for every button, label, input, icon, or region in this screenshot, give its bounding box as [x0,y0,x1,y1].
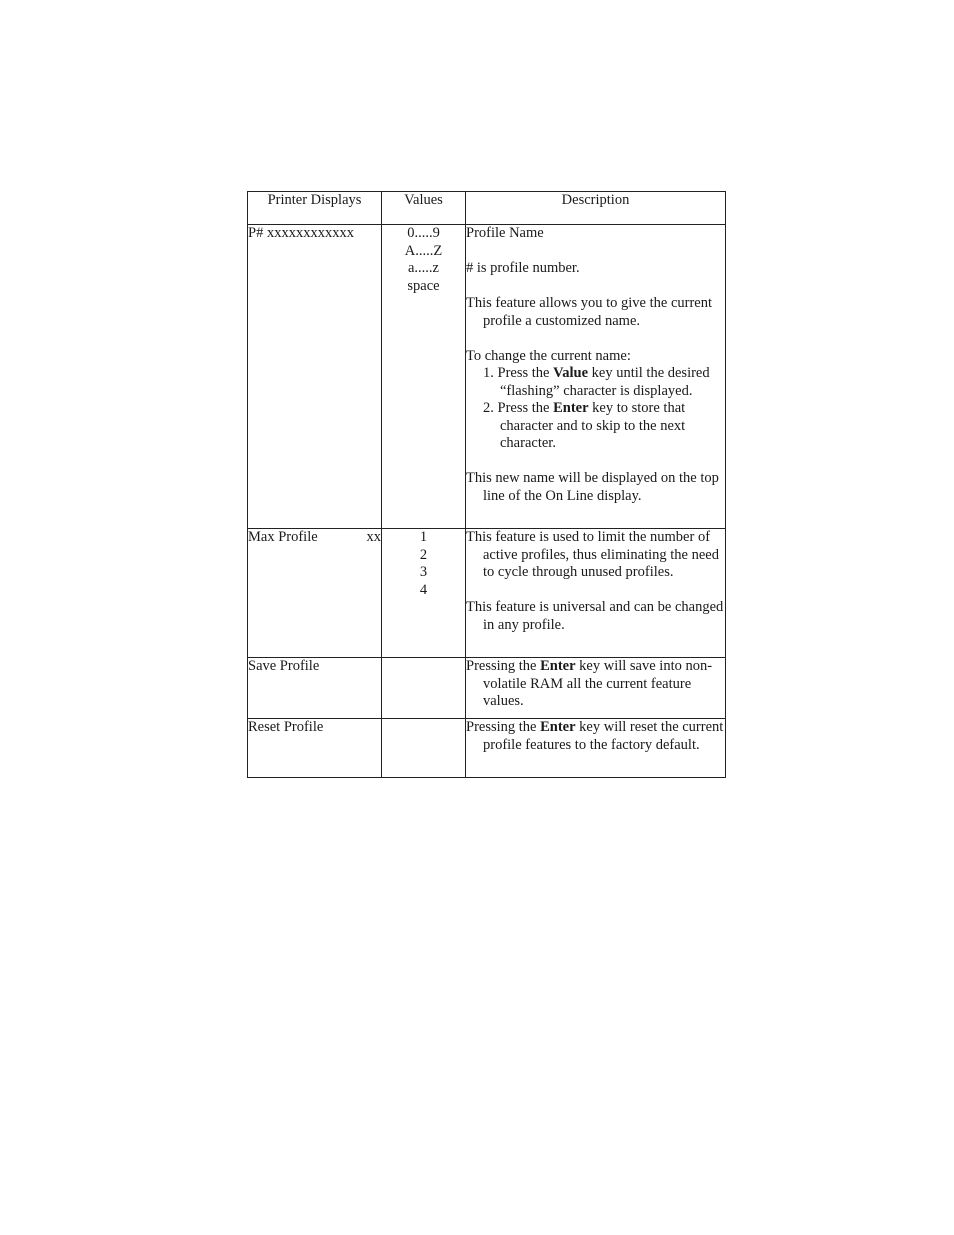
value-item: space [407,277,440,294]
value-item: 3 [419,564,428,580]
step-1-post: key until the desired “flashing” character is displayed. [500,365,710,399]
description-cell [466,529,726,658]
table-row-max-profile [248,529,726,658]
desc-change: To change the current name: [466,347,631,364]
header-description: Description [466,192,726,225]
description-cell [466,719,726,778]
step-1-pre: 1. Press the [483,365,554,381]
display-cell [248,658,382,719]
desc-post: key will save into non-volatile RAM all the current feature values. [483,658,713,709]
desc-save [466,658,725,711]
desc-universal: This feature is universal and can be changed in any profile. [466,599,724,633]
table-header-row [248,192,726,225]
profile-features-table [247,191,726,778]
display-text: Save Profile [248,658,320,674]
table-row-save-profile [248,658,726,719]
values-cell [382,225,466,529]
description-cell [466,225,726,529]
value-item: 4 [419,581,428,598]
enter-key-label: Enter [553,400,589,416]
enter-key-label: Enter [540,658,576,674]
display-cell [248,225,382,529]
header-values: Values [382,192,466,225]
value-item: 2 [419,546,428,563]
value-key-label: Value [553,365,589,381]
values-cell [382,719,466,778]
desc-number: # is profile number. [466,260,580,276]
display-text: P# xxxxxxxxxxxx [248,225,354,241]
desc-new-name: This new name will be displayed on the top line of the On Line display. [466,470,719,504]
desc-pre: Pressing the [466,658,541,674]
step-2 [466,400,725,453]
steps-list [466,365,725,453]
enter-key-label: Enter [540,719,576,735]
desc-feature: This feature allows you to give the current profile a customized name. [466,295,713,329]
step-1 [466,365,725,400]
display-value: xx [366,529,381,545]
desc-limit: This feature is used to limit the number of active profiles, thus eliminating the need to cycle through unused profiles. [466,529,719,580]
values-cell [382,529,466,658]
value-item: A.....Z [404,242,443,259]
description-cell [466,658,726,719]
desc-post: key will reset the current profile features to the factory default. [483,719,724,753]
step-2-pre: 2. Press the [483,400,554,416]
step-2-post: key to store that character and to skip to the next character. [500,400,686,451]
value-item: 0.....9 [407,225,440,241]
desc-title: Profile Name [466,225,544,241]
display-cell [248,719,382,778]
table-row-reset-profile [248,719,726,778]
desc-pre: Pressing the [466,719,541,735]
value-item: 1 [419,529,428,545]
table-row-profile-name [248,225,726,529]
display-text: Reset Profile [248,719,324,735]
header-printer-displays: Printer Displays [248,192,382,225]
values-cell [382,658,466,719]
display-text: Max Profile [248,529,318,545]
display-cell [248,529,382,658]
value-item: a.....z [408,260,439,276]
desc-reset [466,719,725,754]
